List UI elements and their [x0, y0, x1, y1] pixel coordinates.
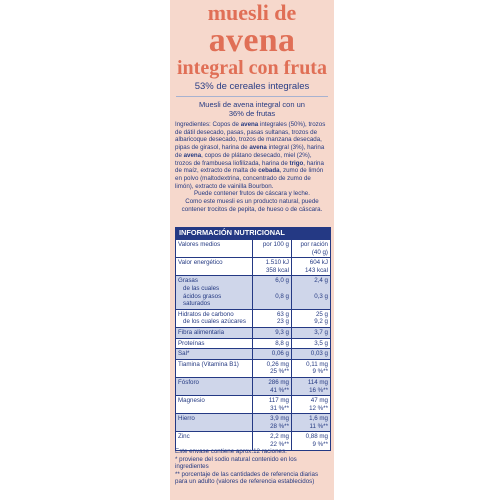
value: 2,2 mg	[270, 433, 289, 441]
table-row-protein	[176, 339, 330, 349]
table-row-iron	[176, 414, 330, 431]
value-per100	[252, 276, 291, 308]
value: 286 mg	[268, 378, 289, 386]
value: 63 g	[276, 310, 289, 318]
divider	[176, 96, 328, 97]
value: 143 kcal	[304, 266, 328, 274]
value: 358 kcal	[265, 266, 289, 274]
value: 25 %**	[270, 368, 289, 376]
value: 2,4 g	[314, 277, 328, 285]
servings-note: Este envase contiene aprox.12 raciones.	[175, 448, 287, 455]
label-text: Grasas	[178, 277, 198, 285]
ingredients-part: , harina de maíz, extracto de malta de	[175, 159, 324, 175]
ingredients-highlight: avena	[249, 144, 267, 152]
value: 0,88 mg	[305, 433, 328, 441]
table-row-phosphorus	[176, 378, 330, 395]
value: 47 mg	[310, 397, 328, 405]
table-row-carbs	[176, 310, 330, 327]
title-line-2: avena	[208, 22, 296, 59]
value: 28 %**	[270, 422, 289, 430]
label-text: Hidratos de carbono	[178, 310, 234, 318]
subtitle: 53% de cereales integrales	[194, 81, 310, 92]
table-row-thiamine	[176, 360, 330, 377]
table-row-fat	[176, 276, 330, 308]
value-per100	[252, 360, 291, 377]
footer-notes	[175, 448, 331, 486]
value: 12 %**	[309, 404, 328, 412]
value: 0,11 mg	[306, 360, 328, 368]
value-serving: 3,7 g	[291, 328, 330, 338]
col-header-per100: por 100 g	[252, 240, 291, 257]
ingredients-highlight: cebada	[258, 167, 280, 175]
title-line-3: integral con fruta	[177, 57, 327, 79]
product-line-1: Muesli de avena integral con un	[199, 100, 305, 109]
value-serving	[291, 258, 330, 275]
value-per100	[252, 310, 291, 327]
row-label: Fósforo	[178, 378, 199, 386]
col-header-values: Valores medios	[178, 241, 221, 248]
value: 1.510 kJ	[265, 259, 289, 267]
row-label	[176, 310, 252, 327]
ingredients-highlight: avena	[240, 121, 259, 128]
value: 114 mg	[307, 378, 328, 386]
row-label: Sal*	[178, 350, 190, 358]
table-row-magnesium	[176, 396, 330, 413]
ingredients-text	[175, 121, 329, 190]
value: 22 %**	[270, 441, 289, 449]
row-label: Hierro	[178, 415, 195, 423]
value-per100	[252, 378, 291, 395]
ingredients-part: integral (3%), harina de	[175, 144, 325, 159]
row-label: Proteínas	[178, 339, 205, 347]
table-row-energy	[176, 258, 330, 275]
ingredients-part: , copos de plátano desecado, miel (2%), trozos de frambuesa liofilizada, harina de	[175, 151, 312, 167]
table-row-salt	[176, 349, 330, 359]
value: 31 %**	[270, 404, 289, 412]
value-per100	[252, 258, 291, 275]
value: 0,3 g	[314, 292, 328, 300]
ingredients-highlight: trigo	[289, 159, 304, 167]
value: 9,2 g	[314, 318, 328, 326]
ingredients-part: integrales (50%), trozos de dátil desecado, pasas, pasas sultanas, trozos de albaricoque desecado, trozos de manzana desecada, pipas de girasol, harina de	[175, 121, 326, 152]
sodium-footnote: * proviene del sodio natural contenido en los ingredientes	[175, 455, 297, 471]
nutrition-title: INFORMACIÓN NUTRICIONAL	[179, 228, 285, 237]
value-serving	[291, 276, 330, 308]
ingredients-highlight: avena	[183, 151, 202, 159]
label-text: de los cuales azúcares	[183, 318, 246, 326]
value: 41 %**	[270, 386, 289, 394]
value: 117 mg	[268, 397, 289, 405]
value: 11 %**	[309, 422, 328, 430]
value-serving	[291, 310, 330, 327]
ingredients-part: Ingredientes: Copos de	[175, 121, 241, 128]
value: 25 g	[315, 310, 328, 318]
value-serving	[291, 378, 330, 395]
natural-product-note: Como este muesli es un producto natural, puede contener trocitos de pepita, de hueso o de cáscara.	[181, 198, 323, 213]
value-serving: 0,03 g	[291, 349, 330, 359]
value: 604 kJ	[309, 259, 328, 267]
label-text: de las cuales	[183, 284, 220, 292]
reference-footnote: ** porcentaje de las cantidades de referencia diarias para un adulto (valores de referencia establecidos)	[175, 470, 319, 486]
value-per100: 0,06 g	[252, 349, 291, 359]
product-description	[170, 100, 334, 118]
ingredients-part: , zumo de limón en polvo (maltodextrina, concentrado de zumo de limón), extracto de vainilla Bourbon.	[175, 167, 324, 190]
value-per100	[252, 396, 291, 413]
value: 0,26 mg	[266, 360, 289, 368]
value: 6,0 g	[275, 277, 289, 285]
value: 3,9 mg	[270, 415, 289, 423]
value: 1,6 mg	[309, 415, 328, 423]
value: 23 g	[276, 318, 289, 326]
row-label: Valor energético	[178, 259, 223, 267]
value-per100: 9,3 g	[252, 328, 291, 338]
row-label: Magnesio	[178, 397, 205, 405]
table-header-row	[176, 240, 330, 257]
value-serving	[291, 360, 330, 377]
value-serving	[291, 396, 330, 413]
row-label: Fibra alimentaria	[178, 328, 225, 336]
row-label	[176, 276, 252, 308]
value-per100	[252, 414, 291, 431]
value-serving: 3,5 g	[291, 339, 330, 349]
value: 16 %**	[309, 386, 328, 394]
allergen-note: Puede contener frutos de cáscara y leche.	[194, 190, 310, 198]
value-per100: 8,8 g	[252, 339, 291, 349]
table-row-fiber	[176, 328, 330, 338]
value: 9 %**	[312, 368, 328, 376]
package-panel	[170, 0, 334, 500]
value: 9 %**	[312, 441, 328, 449]
value-serving	[291, 414, 330, 431]
row-label: Tiamina (Vitamina B1)	[178, 360, 239, 368]
label-text: ácidos grasos saturados	[183, 292, 222, 308]
col-header-serving: por ración (40 g)	[291, 240, 330, 257]
product-line-2: 36% de frutas	[228, 109, 276, 118]
value: 0,8 g	[275, 292, 289, 300]
title-line-1: muesli de	[207, 0, 297, 25]
nutrition-table	[175, 227, 331, 451]
row-label: Zinc	[178, 433, 190, 441]
